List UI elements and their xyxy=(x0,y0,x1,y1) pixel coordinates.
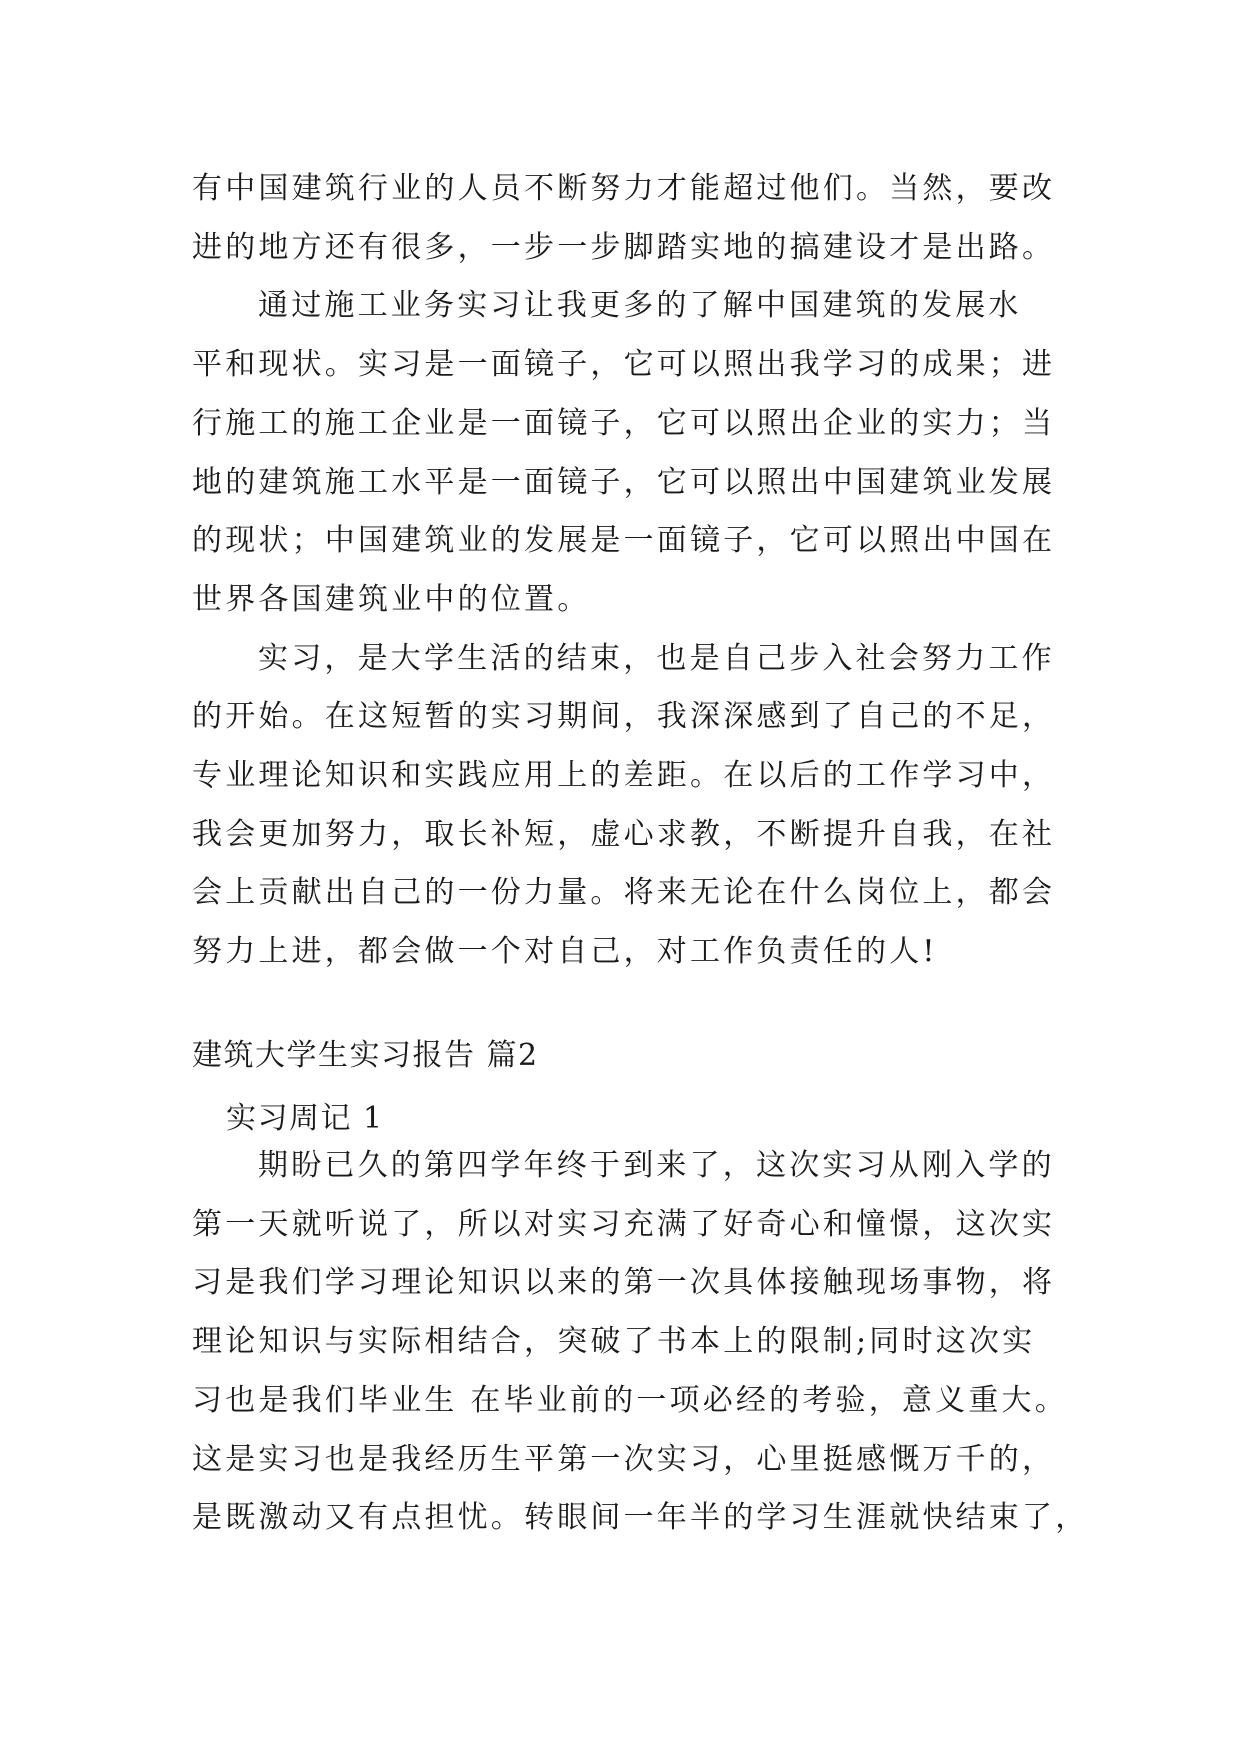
body-text-section-1 xyxy=(192,160,1072,982)
text-line: 专业理论知识和实践应用上的差距。在以后的工作学习中， xyxy=(192,758,1056,794)
text-line: 习是我们学习理论知识以来的第一次具体接触现场事物，将 xyxy=(192,1265,1056,1301)
text-line: 是既激动又有点担忧。转眼间一年半的学习生涯就快结束了， xyxy=(192,1500,1089,1536)
text-line: 期盼已久的第四学年终于到来了，这次实习从刚入学的 xyxy=(258,1148,1055,1183)
text-line: 我会更加努力，取长补短，虚心求教，不断提升自我，在社 xyxy=(192,816,1056,852)
text-line: 实习，是大学生活的结束，也是自己步入社会努力工作 xyxy=(258,640,1055,676)
text-line: 第一天就听说了，所以对实习充满了好奇心和憧憬，这次实 xyxy=(192,1206,1056,1242)
text-line: 会上贡献出自己的一份力量。将来无论在什么岗位上，都会 xyxy=(192,875,1056,911)
text-line: 平和现状。实习是一面镜子，它可以照出我学习的成果；进 xyxy=(192,347,1056,383)
body-text-section-2 xyxy=(192,1137,1089,1548)
sub-heading: 实习周记 1 xyxy=(226,1101,384,1136)
text-line: 进的地方还有很多，一步一步脚踏实地的搞建设才是出路。 xyxy=(192,229,1056,265)
text-line: 理论知识与实际相结合，突破了书本上的限制;同时这次实 xyxy=(192,1324,1036,1360)
text-line: 努力上进，都会做一个对自己，对工作负责任的人! xyxy=(192,934,938,970)
text-line: 地的建筑施工水平是一面镜子，它可以照出中国建筑业发展 xyxy=(192,464,1056,500)
text-line: 的现状；中国建筑业的发展是一面镜子，它可以照出中国在 xyxy=(192,523,1056,559)
text-line: 有中国建筑行业的人员不断努力才能超过他们。当然，要改 xyxy=(192,171,1056,206)
text-line: 世界各国建筑业中的位置。 xyxy=(192,581,591,617)
section-heading: 建筑大学生实习报告 篇2 xyxy=(192,1038,539,1073)
text-line: 通过施工业务实习让我更多的了解中国建筑的发展水 xyxy=(258,288,1022,324)
text-line: 这是实习也是我经历生平第一次实习，心里挺感慨万千的， xyxy=(192,1441,1056,1477)
text-line: 的开始。在这短暂的实习期间，我深深感到了自己的不足， xyxy=(192,699,1056,735)
text-line: 行施工的施工企业是一面镜子，它可以照出企业的实力；当 xyxy=(192,405,1056,441)
text-line: 习也是我们毕业生 在毕业前的一项必经的考验，意义重大。 xyxy=(192,1382,1068,1418)
